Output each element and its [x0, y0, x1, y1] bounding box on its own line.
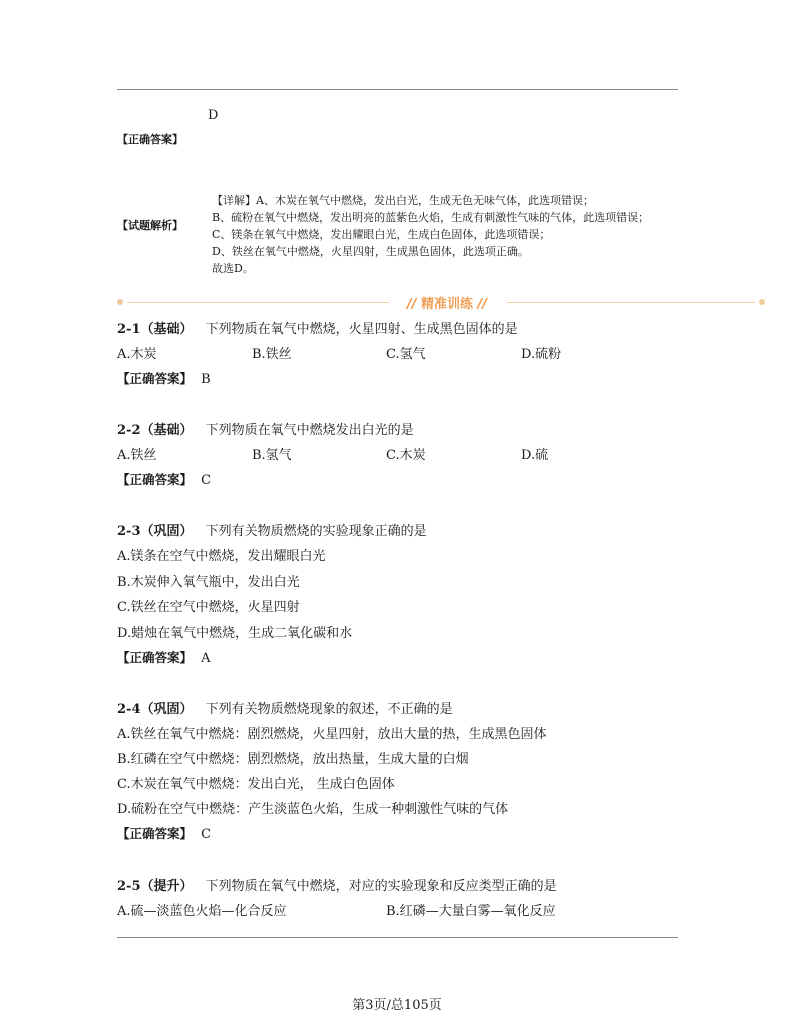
- question-number: 2-5（提升）: [117, 879, 193, 894]
- question-2-1: [117, 318, 518, 337]
- analysis-line: B、硫粉在氧气中燃烧，发出明亮的蓝紫色火焰，生成有刺激性气味的气体，此选项错误；: [212, 211, 650, 224]
- header-rule: [117, 89, 678, 90]
- option: C.氢气: [386, 347, 426, 362]
- option: B.红磷—大量白雾—氧化反应: [386, 904, 556, 919]
- example-answer-value: D: [208, 108, 219, 123]
- question-2-5: [117, 875, 557, 894]
- question-stem: 下列物质在氧气中燃烧，对应的实验现象和反应类型正确的是: [205, 879, 557, 894]
- answer-value: C: [201, 827, 212, 842]
- question-stem: 下列物质在氧气中燃烧发出白光的是: [205, 423, 414, 438]
- option: A.铁丝: [117, 448, 157, 463]
- question-number: 2-4（巩固）: [117, 702, 193, 717]
- banner-line-left: [127, 302, 389, 303]
- answer-value: A: [201, 651, 211, 666]
- answer-value: B: [201, 372, 211, 387]
- analysis-line: D、铁丝在氧气中燃烧，火星四射，生成黑色固体，此选项正确。: [212, 245, 529, 258]
- answer-label: 【正确答案】: [117, 826, 193, 841]
- banner-slash-icon: //: [406, 297, 417, 312]
- question-stem: 下列有关物质燃烧的实验现象正确的是: [205, 524, 427, 539]
- banner-title-wrap: [392, 293, 502, 312]
- answer-value: C: [201, 473, 212, 488]
- option: A.铁丝在氧气中燃烧：剧烈燃烧，火星四射，放出大量的热，生成黑色固体: [117, 727, 547, 742]
- option: A.镁条在空气中燃烧，发出耀眼白光: [117, 549, 326, 564]
- banner-dot-left: [117, 299, 123, 305]
- option: A.木炭: [117, 347, 157, 362]
- option: D.硫: [521, 448, 549, 463]
- option: B.铁丝: [252, 347, 292, 362]
- answer-label: 【正确答案】: [117, 650, 193, 665]
- answer-label: 【正确答案】: [117, 371, 193, 386]
- analysis-line: 【详解】A、木炭在氧气中燃烧，发出白光，生成无色无味气体，此选项错误；: [212, 194, 594, 207]
- answer-row: [117, 647, 211, 666]
- analysis-line: C、镁条在氧气中燃烧，发出耀眼白光，生成白色固体，此选项错误；: [212, 228, 551, 241]
- question-2-3: [117, 520, 427, 539]
- option: B.氢气: [252, 448, 292, 463]
- option: B.红磷在空气中燃烧：剧烈燃烧，放出热量，生成大量的白烟: [117, 752, 469, 767]
- footer-rule: [117, 937, 678, 938]
- example-analysis-label: 【试题解析】: [117, 219, 183, 232]
- question-number: 2-3（巩固）: [117, 524, 193, 539]
- banner-slash-icon: //: [477, 297, 488, 312]
- example-analysis: [212, 192, 649, 277]
- section-banner: [117, 293, 767, 311]
- option: C.铁丝在空气中燃烧，火星四射: [117, 600, 300, 615]
- analysis-line: 故选D。: [212, 262, 254, 275]
- question-2-4: [117, 698, 453, 717]
- question-stem: 下列物质在氧气中燃烧，火星四射、生成黑色固体的是: [205, 322, 518, 337]
- example-answer-label: 【正确答案】: [117, 133, 183, 146]
- banner-title: 精准训练: [420, 297, 473, 312]
- answer-row: [117, 469, 211, 488]
- option: B.木炭伸入氧气瓶中，发出白光: [117, 575, 300, 590]
- option: A.硫—淡蓝色火焰—化合反应: [117, 904, 287, 919]
- question-number: 2-1（基础）: [117, 322, 193, 337]
- answer-row: [117, 823, 211, 842]
- option: C.木炭在氧气中燃烧：发出白光， 生成白色固体: [117, 777, 395, 792]
- question-stem: 下列有关物质燃烧现象的叙述，不正确的是: [205, 702, 453, 717]
- option: D.硫粉: [521, 347, 562, 362]
- question-number: 2-2（基础）: [117, 423, 193, 438]
- page-number: 第3页/总105页: [352, 998, 442, 1013]
- option: C.木炭: [386, 448, 426, 463]
- question-2-2: [117, 419, 414, 438]
- option: D.硫粉在空气中燃烧：产生淡蓝色火焰，生成一种刺激性气味的气体: [117, 802, 509, 817]
- option: D.蜡烛在氧气中燃烧，生成二氧化碳和水: [117, 626, 353, 641]
- answer-label: 【正确答案】: [117, 472, 193, 487]
- banner-line-right: [507, 302, 755, 303]
- banner-dot-right: [759, 299, 765, 305]
- answer-row: [117, 368, 211, 387]
